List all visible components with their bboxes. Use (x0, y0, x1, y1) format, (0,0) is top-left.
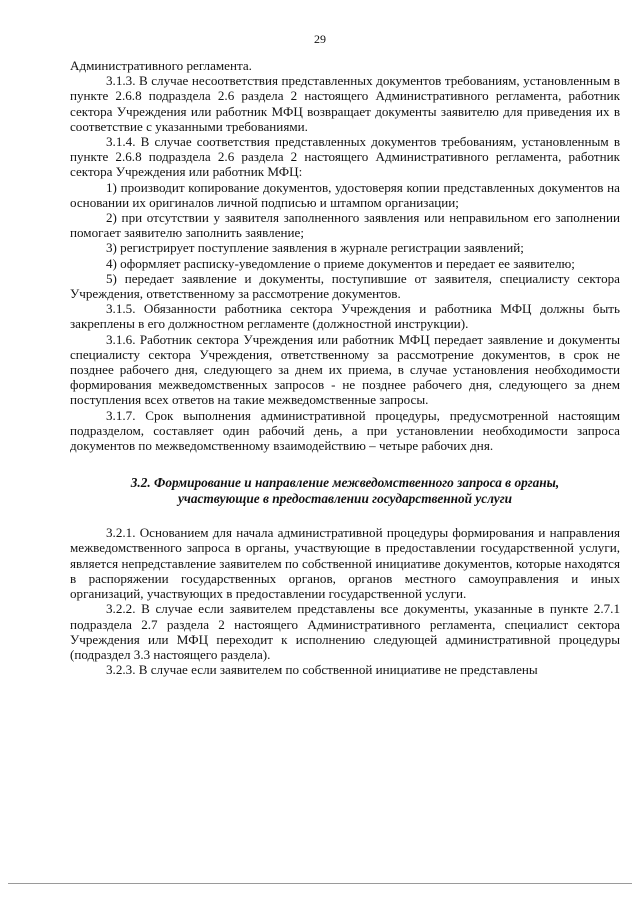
section-heading (70, 475, 620, 507)
list-item-3: 3) регистрирует поступление заявления в журнале регистрации заявлений; (106, 240, 524, 256)
list-item-2: 2) при отсутствии у заявителя заполненного заявления или неправильном его заполнении помогает заявителю заполнить заявление; (70, 210, 620, 241)
document-body (70, 58, 620, 677)
paragraph-3-2-1: 3.2.1. Основанием для начала административной процедуры формирования и направления межведомственного запроса в органы, участвующие в предоставлении государственной услуги, является непредставление заявителем по собственной инициативе документов, которые находятся в распоряжении государственных органов, органов местного самоуправления и иных организаций, участвующих в предоставлении государственной услуги. (70, 525, 620, 602)
list-item-1: 1) производит копирование документов, удостоверяя копии представленных документов на основании их оригиналов личной подписью и штампом организации; (70, 179, 620, 210)
paragraph-3-1-4: 3.1.4. В случае соответствия представленных документов требованиям, установленным в пункте 2.6.8 подраздела 2.6 раздела 2 настоящего Административного регламента, работник сектора Учреждения или работник МФЦ: (70, 134, 620, 180)
paragraph-3-1-6: 3.1.6. Работник сектора Учреждения или работник МФЦ передает заявление и документы специалисту сектора Учреждения, ответственному за рассмотрение документов, в срок не позднее рабочего дня, следующего за днем их приема, в случае установления необходимости формирования межведомственных запросов - не позднее рабочего дня, следующего за днем поступления всех ответов на такие межведомственные запросы. (70, 331, 620, 408)
bottom-divider (8, 883, 632, 884)
list-item-4: 4) оформляет расписку-уведомление о приеме документов и передает ее заявителю; (106, 255, 575, 271)
paragraph-3-1-3: 3.1.3. В случае несоответствия представленных документов требованиям, установленным в пункте 2.6.8 подраздела 2.6 раздела 2 настоящего Административного регламента, работник сектора Учреждения или работник МФЦ возвращает документы заявителю для приведения их в соответствие с указанными требованиями. (70, 73, 620, 134)
list-item-5: 5) передает заявление и документы, поступившие от заявителя, специалисту сектора Учреждения, ответственному за рассмотрение документов. (70, 270, 620, 302)
section-heading-line: участвующие в предоставлении государственной услуги (177, 491, 513, 507)
paragraph-3-2-3: 3.2.3. В случае если заявителем по собственной инициативе не представлены (106, 662, 538, 678)
section-heading-line: 3.2. Формирование и направление межведомственного запроса в органы, (130, 475, 560, 491)
paragraph-3-2-2: 3.2.2. В случае если заявителем представлены все документы, указанные в пункте 2.7.1 подраздела 2.7 раздела 2 настоящего Административного регламента, специалист сектора Учреждения или МФЦ переходит к исполнению следующей административной процедуры (подраздел 3.3 настоящего раздела). (70, 601, 620, 662)
paragraph-3-1-5: 3.1.5. Обязанности работника сектора Учреждения и работника МФЦ должны быть закреплены в его должностном регламенте (должностной инструкции). (70, 301, 620, 332)
paragraph: Административного регламента. (70, 58, 252, 73)
paragraph-3-1-7: 3.1.7. Срок выполнения административной процедуры, предусмотренной настоящим подразделом, составляет один рабочий день, а при установлении необходимости запроса документов по межведомственному взаимодействию – четыре рабочих дня. (70, 407, 620, 454)
page-number: 29 (314, 32, 326, 46)
